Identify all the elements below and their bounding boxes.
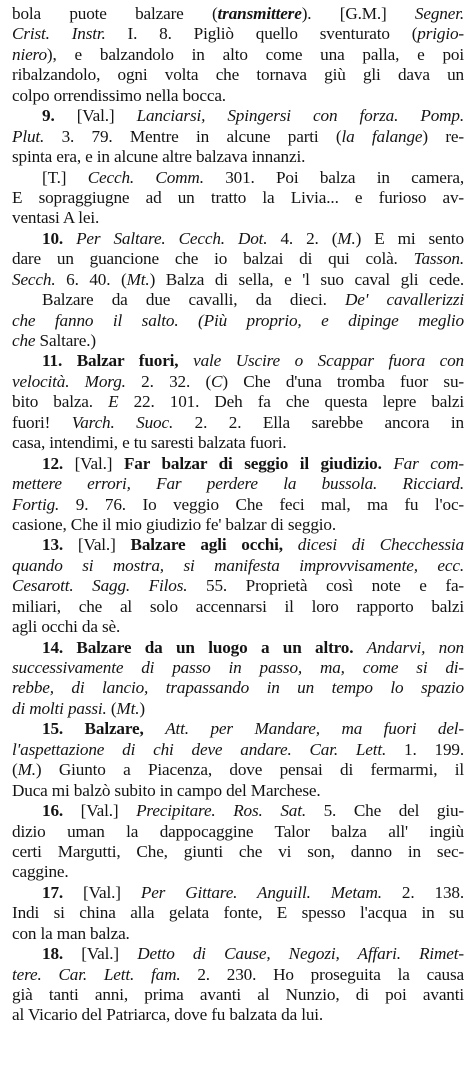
text-segment: che fanno il salto. (Più proprio, e dipinge meglio	[12, 310, 464, 330]
text-line	[12, 515, 464, 535]
text-segment: 2. 2. Ella sarebbe ancora in	[173, 412, 464, 432]
text-segment: bito balza.	[12, 392, 109, 412]
text-segment: casa, intendimi, e tu saresti balzata fuori.	[12, 433, 287, 453]
text-line	[12, 106, 464, 126]
text-segment: )	[139, 698, 145, 718]
text-line	[12, 249, 464, 269]
text-segment: casione, Che il mio giudizio fe' balzar di seggio.	[12, 514, 336, 534]
text-segment: 2. 230. Ho proseguita la causa	[180, 964, 464, 984]
text-line	[12, 740, 464, 760]
text-segment: [Val.]	[54, 106, 137, 126]
text-line	[12, 699, 464, 719]
text-segment: spinta era, e in alcune altre balzava innanzi.	[12, 147, 306, 167]
text-segment: Mt.	[116, 698, 140, 718]
text-segment: 13.	[42, 535, 64, 555]
text-line	[12, 862, 464, 882]
text-segment: dizio uman la dappocaggine Talor balza all' ingiù	[12, 821, 464, 841]
text-segment: Secch.	[12, 269, 56, 289]
text-segment: dare un guancione che io balzai di qui colà.	[12, 249, 414, 269]
text-segment: Indi si china alla gelata fonte, E spesso l'acqua in su	[12, 903, 464, 923]
text-segment: ), e balzandolo in alto come una palla, e poi	[46, 44, 464, 64]
text-line	[12, 127, 464, 147]
text-segment: De' cavallerizzi	[345, 290, 464, 310]
text-line	[12, 801, 464, 821]
text-line	[12, 4, 464, 24]
text-segment	[382, 454, 394, 473]
text-segment: M.	[17, 760, 36, 780]
text-line	[12, 229, 464, 249]
text-segment: Tasson.	[413, 249, 464, 269]
text-line	[12, 24, 464, 44]
text-segment: Far balzar di seggio il giudizio.	[123, 453, 382, 473]
text-segment: Lanciarsi, Spingersi con forza. Pomp.	[136, 106, 464, 126]
text-line	[12, 678, 464, 698]
text-segment: M.	[337, 228, 356, 248]
text-segment: miliari, che al solo accennarsi il loro rapporto balzi	[12, 596, 464, 616]
text-segment: 2. 32. (	[125, 371, 212, 391]
text-segment: già tanti anni, prima avanti al Nunzio, di poi avanti	[12, 985, 464, 1004]
text-segment: colpo orrendissimo nella bocca.	[12, 85, 226, 105]
text-segment: l'aspettazione di chi deve andare. Car. Lett.	[12, 739, 387, 759]
text-segment: Per Saltare. Cecch. Dot.	[76, 228, 268, 248]
text-line	[12, 658, 464, 678]
text-segment: quando si mostra, si manifesta improvvisamente, ecc.	[12, 555, 464, 575]
text-line	[12, 556, 464, 576]
text-segment: 2. 138.	[381, 882, 464, 902]
text-line	[12, 965, 464, 985]
text-segment: fuori!	[12, 412, 72, 432]
text-segment: 4. 2. (	[267, 228, 338, 248]
text-segment: 12.	[42, 453, 64, 473]
text-line	[12, 944, 464, 964]
text-segment: 9. 76. Io veggio Che feci mal, ma fu l'oc-	[59, 494, 464, 514]
text-segment: ) Giunto a Piacenza, dove pensai di fermarmi, il	[35, 760, 464, 780]
text-segment: ) Che d'una tromba fuor su-	[222, 371, 464, 391]
text-segment	[63, 229, 76, 248]
text-segment	[178, 351, 193, 370]
text-segment: Cesarott. Sagg. Filos.	[12, 576, 188, 596]
text-segment: 1. 199.	[386, 739, 464, 759]
text-line	[12, 760, 464, 780]
text-segment: 55. Proprietà così note e fa-	[187, 576, 464, 596]
text-segment: che	[12, 331, 36, 350]
text-segment: 14. Balzare da un luogo a un altro.	[42, 637, 354, 657]
text-segment: [T.]	[42, 167, 88, 187]
text-line	[12, 638, 464, 658]
text-segment: mettere errori, Far perdere la bussola. Ricciard.	[12, 474, 464, 494]
text-segment: [Val.]	[63, 535, 131, 555]
text-segment: Plut.	[12, 126, 45, 146]
text-segment: ) E mi sento	[355, 228, 464, 248]
text-segment: 6. 40. (	[55, 269, 127, 289]
text-segment: 10.	[42, 228, 64, 248]
text-line	[12, 617, 464, 637]
text-segment: (	[106, 698, 117, 718]
text-segment: Balzare agli occhi,	[130, 535, 283, 555]
text-segment: Fortig.	[12, 494, 60, 514]
text-segment: [Val.]	[63, 944, 138, 964]
text-segment: Duca mi balzò subito in campo del Marchese.	[12, 780, 321, 800]
text-line	[12, 495, 464, 515]
text-segment: 301. Poi balza in camera,	[203, 167, 464, 187]
text-line	[12, 392, 464, 412]
text-segment: la falange	[341, 126, 423, 146]
text-segment: E sopraggiugne ad un tratto la Livia... e furioso av-	[12, 187, 464, 207]
text-line	[12, 168, 464, 188]
text-line	[12, 719, 464, 739]
text-segment: ribalzandolo, ogni volta che tornava giù gli dava un	[12, 65, 464, 85]
dictionary-page	[12, 4, 464, 1026]
text-line	[12, 454, 464, 474]
text-segment: 15. Balzare,	[42, 719, 144, 739]
text-line	[12, 903, 464, 923]
text-line	[12, 985, 464, 1005]
text-line	[12, 597, 464, 617]
text-segment: Balzare da due cavalli, da dieci.	[42, 290, 345, 310]
text-segment	[353, 638, 366, 657]
text-segment: 22. 101. Deh fa che questa lepre balzi	[118, 392, 464, 412]
text-line	[12, 147, 464, 167]
text-segment: bola puote balzare (	[12, 4, 218, 23]
text-segment: 17.	[42, 882, 64, 902]
text-line	[12, 842, 464, 862]
text-segment: 3. 79. Mentre in alcune parti (	[44, 126, 342, 146]
text-line	[12, 822, 464, 842]
text-line	[12, 311, 464, 331]
text-line	[12, 433, 464, 453]
text-segment: ventasi A lei.	[12, 208, 100, 228]
text-line	[12, 270, 464, 290]
text-segment: ). [G.M.]	[301, 4, 415, 23]
text-segment: tere. Car. Lett. fam.	[12, 964, 181, 984]
text-segment: E	[108, 392, 119, 412]
text-segment: dicesi di Checchessia	[297, 535, 464, 555]
text-segment: al Vicario del Patriarca, dove fu balzata da lui.	[12, 1005, 324, 1025]
text-segment: velocità. Morg.	[12, 371, 126, 391]
text-segment: Far com-	[393, 453, 464, 473]
text-line	[12, 781, 464, 801]
text-line	[12, 188, 464, 208]
text-line	[12, 351, 464, 371]
text-segment: 18.	[42, 944, 64, 964]
text-segment: niero	[12, 44, 47, 64]
text-line	[12, 65, 464, 85]
text-segment	[144, 719, 166, 738]
text-segment: ) re-	[422, 126, 464, 146]
text-segment: Mt.	[126, 269, 150, 289]
text-segment: [Val.]	[63, 453, 124, 473]
text-line	[12, 290, 464, 310]
text-segment: Saltare.)	[35, 331, 96, 350]
text-segment: Att. per Mandare, ma fuori del-	[165, 719, 464, 739]
text-segment: con la man balza.	[12, 923, 130, 943]
text-segment: di molti passi.	[12, 698, 107, 718]
text-segment: 11. Balzar fuori,	[42, 351, 179, 371]
text-segment: Detto di Cause, Negozi, Affari. Rimet-	[137, 944, 464, 964]
text-segment: Precipitare. Ros. Sat.	[136, 801, 306, 821]
text-line	[12, 576, 464, 596]
text-segment: [Val.]	[63, 882, 141, 902]
text-segment: Crist. Instr.	[12, 24, 106, 44]
text-segment: 9.	[42, 106, 55, 126]
text-line	[12, 331, 464, 351]
text-segment: agli occhi da sè.	[12, 617, 121, 637]
text-line	[12, 372, 464, 392]
text-segment: successivamente di passo in passo, ma, come si di-	[12, 658, 464, 677]
text-line	[12, 86, 464, 106]
text-line	[12, 924, 464, 944]
text-segment: vale Uscire o Scappar fuora con	[193, 351, 464, 371]
text-segment: (	[12, 760, 18, 780]
text-segment: Cecch. Comm.	[87, 167, 204, 187]
text-line	[12, 208, 464, 228]
text-segment: certi Margutti, Che, giunti che vi son, danno in sec-	[12, 841, 464, 861]
text-segment: Segner.	[414, 4, 464, 23]
text-line	[12, 45, 464, 65]
text-segment: caggine.	[12, 862, 69, 882]
text-segment: ) Balza di sella, e 'l suo caval gli cede.	[149, 269, 464, 289]
text-line	[12, 883, 464, 903]
text-segment: C	[211, 371, 223, 391]
text-segment: rebbe, di lancio, trapassando in un tempo lo spazio	[12, 678, 464, 698]
text-segment: prigio-	[417, 24, 464, 44]
text-segment: I. 8. Pigliò quello sventurato (	[105, 24, 418, 44]
text-segment: 16.	[42, 801, 64, 821]
text-segment: Varch. Suoc.	[71, 412, 174, 432]
text-segment: Per Gittare. Anguill. Metam.	[140, 882, 382, 902]
text-line	[12, 1005, 464, 1025]
text-segment: Andarvi, non	[366, 637, 464, 657]
text-line	[12, 413, 464, 433]
text-segment: transmittere	[217, 4, 302, 23]
text-segment: [Val.]	[63, 801, 137, 821]
text-segment	[283, 535, 298, 554]
text-line	[12, 535, 464, 555]
text-line	[12, 474, 464, 494]
text-segment: 5. Che del giu-	[305, 801, 464, 821]
